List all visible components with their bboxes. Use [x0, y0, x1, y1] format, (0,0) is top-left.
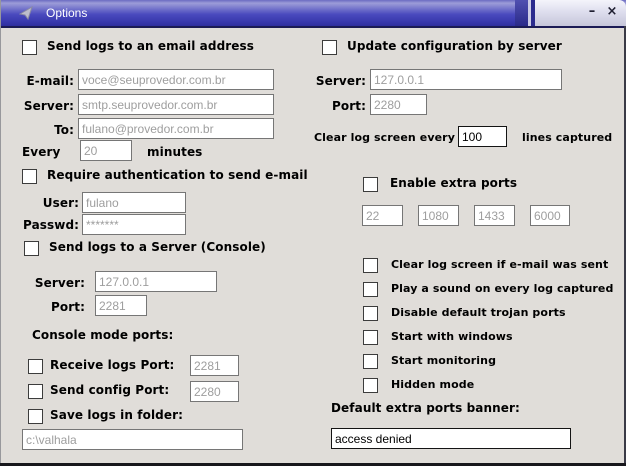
checkbox-disable-trojan-ports-label: Disable default trojan ports: [391, 306, 566, 319]
banner-input[interactable]: [331, 428, 571, 449]
checkbox-hidden-mode-label: Hidden mode: [391, 378, 475, 391]
checkbox-send-logs-email[interactable]: [22, 40, 37, 55]
user-label: User:: [42, 196, 79, 210]
console-server-label: Server:: [34, 276, 85, 290]
checkbox-require-auth-label: Require authentication to send e-mail: [47, 168, 308, 182]
console-port-label: Port:: [51, 300, 85, 314]
to-input[interactable]: [78, 118, 274, 139]
titlebar[interactable]: [0, 0, 626, 28]
extra-port-1-input[interactable]: [362, 205, 403, 226]
window-border-left: [0, 0, 1, 466]
smtp-server-input[interactable]: [78, 94, 274, 115]
lines-captured-label: lines captured: [522, 131, 613, 144]
checkbox-play-sound[interactable]: [363, 282, 378, 297]
update-port-label: Port:: [332, 99, 366, 113]
save-folder-input[interactable]: [22, 429, 243, 450]
console-port-input[interactable]: [95, 295, 147, 316]
checkbox-enable-extra-ports-label: Enable extra ports: [390, 176, 518, 190]
checkbox-send-logs-email-label: Send logs to an email address: [47, 39, 254, 53]
receive-logs-port-input[interactable]: [190, 355, 239, 376]
clear-log-lines-input[interactable]: [458, 126, 507, 147]
update-server-input[interactable]: [370, 69, 562, 90]
default-banner-heading: Default extra ports banner:: [331, 401, 520, 415]
checkbox-enable-extra-ports[interactable]: [363, 177, 378, 192]
extra-port-4-input[interactable]: [530, 205, 570, 226]
console-mode-ports-heading: Console mode ports:: [32, 328, 174, 342]
checkbox-update-config[interactable]: [322, 40, 337, 55]
extra-port-2-input[interactable]: [418, 205, 459, 226]
console-server-input[interactable]: [95, 271, 217, 292]
minutes-label: minutes: [147, 145, 203, 159]
checkbox-disable-trojan-ports[interactable]: [363, 306, 378, 321]
checkbox-start-monitoring[interactable]: [363, 354, 378, 369]
checkbox-save-logs-folder[interactable]: [28, 409, 43, 424]
checkbox-send-config-port[interactable]: [28, 384, 43, 399]
every-label: Every: [22, 145, 61, 159]
checkbox-play-sound-label: Play a sound on every log captured: [391, 282, 614, 295]
checkbox-require-auth[interactable]: [22, 169, 37, 184]
update-port-input[interactable]: [370, 94, 427, 115]
send-config-port-input[interactable]: [190, 381, 239, 402]
to-label: To:: [54, 123, 74, 137]
titlebar-dark-block: [515, 0, 528, 26]
user-input[interactable]: [82, 192, 186, 213]
passwd-input[interactable]: [82, 214, 186, 235]
email-label: E-mail:: [26, 74, 74, 88]
close-button[interactable]: ×: [606, 4, 618, 19]
checkbox-save-logs-folder-label: Save logs in folder:: [50, 408, 184, 422]
checkbox-update-config-label: Update configuration by server: [347, 39, 562, 53]
checkbox-send-logs-server[interactable]: [24, 241, 39, 256]
smtp-server-label: Server:: [23, 99, 74, 113]
checkbox-clear-log-if-email-label: Clear log screen if e-mail was sent: [391, 258, 609, 271]
checkbox-receive-logs-port-label: Receive logs Port:: [50, 358, 175, 372]
update-server-label: Server:: [315, 74, 366, 88]
checkbox-start-with-windows-label: Start with windows: [391, 330, 513, 343]
checkbox-send-config-port-label: Send config Port:: [50, 383, 170, 397]
checkbox-clear-log-if-email[interactable]: [363, 258, 378, 273]
checkbox-receive-logs-port[interactable]: [28, 359, 43, 374]
checkbox-hidden-mode[interactable]: [363, 378, 378, 393]
every-minutes-input[interactable]: [80, 140, 132, 161]
checkbox-start-with-windows[interactable]: [363, 330, 378, 345]
extra-port-3-input[interactable]: [474, 205, 515, 226]
email-input[interactable]: [78, 69, 274, 90]
window-title: Options: [46, 6, 88, 20]
minimize-button[interactable]: –: [588, 4, 596, 19]
app-icon: [19, 6, 34, 21]
clear-log-every-label: Clear log screen every: [314, 131, 455, 144]
passwd-label: Passwd:: [23, 218, 80, 232]
checkbox-start-monitoring-label: Start monitoring: [391, 354, 497, 367]
checkbox-send-logs-server-label: Send logs to a Server (Console): [49, 240, 266, 254]
